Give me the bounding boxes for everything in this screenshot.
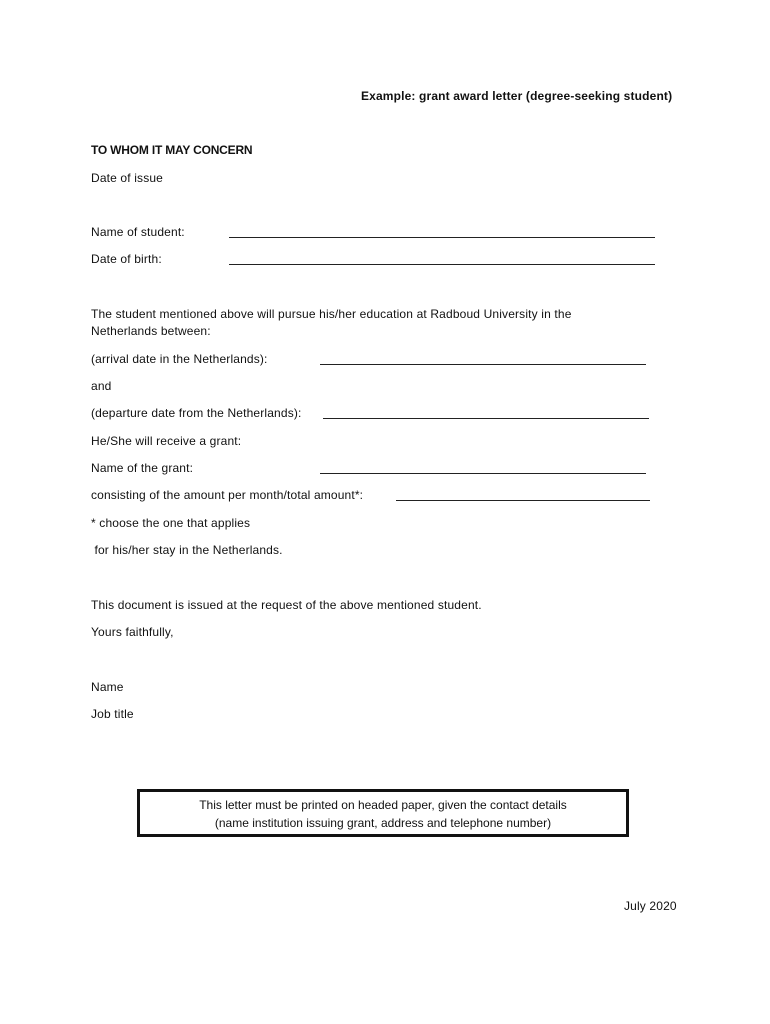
amount-label: consisting of the amount per month/total amount*: <box>91 488 364 502</box>
choose-note: * choose the one that applies <box>91 516 251 530</box>
date-of-birth-blank <box>229 264 655 265</box>
departure-date-blank <box>323 418 649 419</box>
arrival-date-label: (arrival date in the Netherlands): <box>91 352 268 366</box>
amount-blank <box>396 500 650 501</box>
notice-box <box>137 789 629 837</box>
arrival-date-blank <box>320 364 646 365</box>
notice-line-1: This letter must be printed on headed paper, given the contact details <box>199 798 567 812</box>
closing-text: Yours faithfully, <box>91 625 174 639</box>
footer-date: July 2020 <box>624 899 677 913</box>
salutation: TO WHOM IT MAY CONCERN <box>91 143 253 157</box>
paragraph-line-1: The student mentioned above will pursue his/her education at Radboud University in the <box>91 307 572 321</box>
notice-line-2: (name institution issuing grant, address and telephone number) <box>214 816 552 830</box>
date-of-issue-label: Date of issue <box>91 171 163 185</box>
name-of-student-blank <box>229 237 655 238</box>
name-of-grant-blank <box>320 473 646 474</box>
signatory-job-title: Job title <box>91 707 134 721</box>
date-of-birth-label: Date of birth: <box>91 252 162 266</box>
signatory-name: Name <box>91 680 124 694</box>
and-text: and <box>91 379 112 393</box>
departure-date-label: (departure date from the Netherlands): <box>91 406 302 420</box>
grant-sentence: He/She will receive a grant: <box>91 434 242 448</box>
document-heading: Example: grant award letter (degree-seeking student) <box>361 89 673 103</box>
paragraph-line-2: Netherlands between: <box>91 324 211 338</box>
stay-text: for his/her stay in the Netherlands. <box>91 543 283 557</box>
name-of-student-label: Name of student: <box>91 225 185 239</box>
name-of-grant-label: Name of the grant: <box>91 461 194 475</box>
issued-request-text: This document is issued at the request of the above mentioned student. <box>91 598 482 612</box>
